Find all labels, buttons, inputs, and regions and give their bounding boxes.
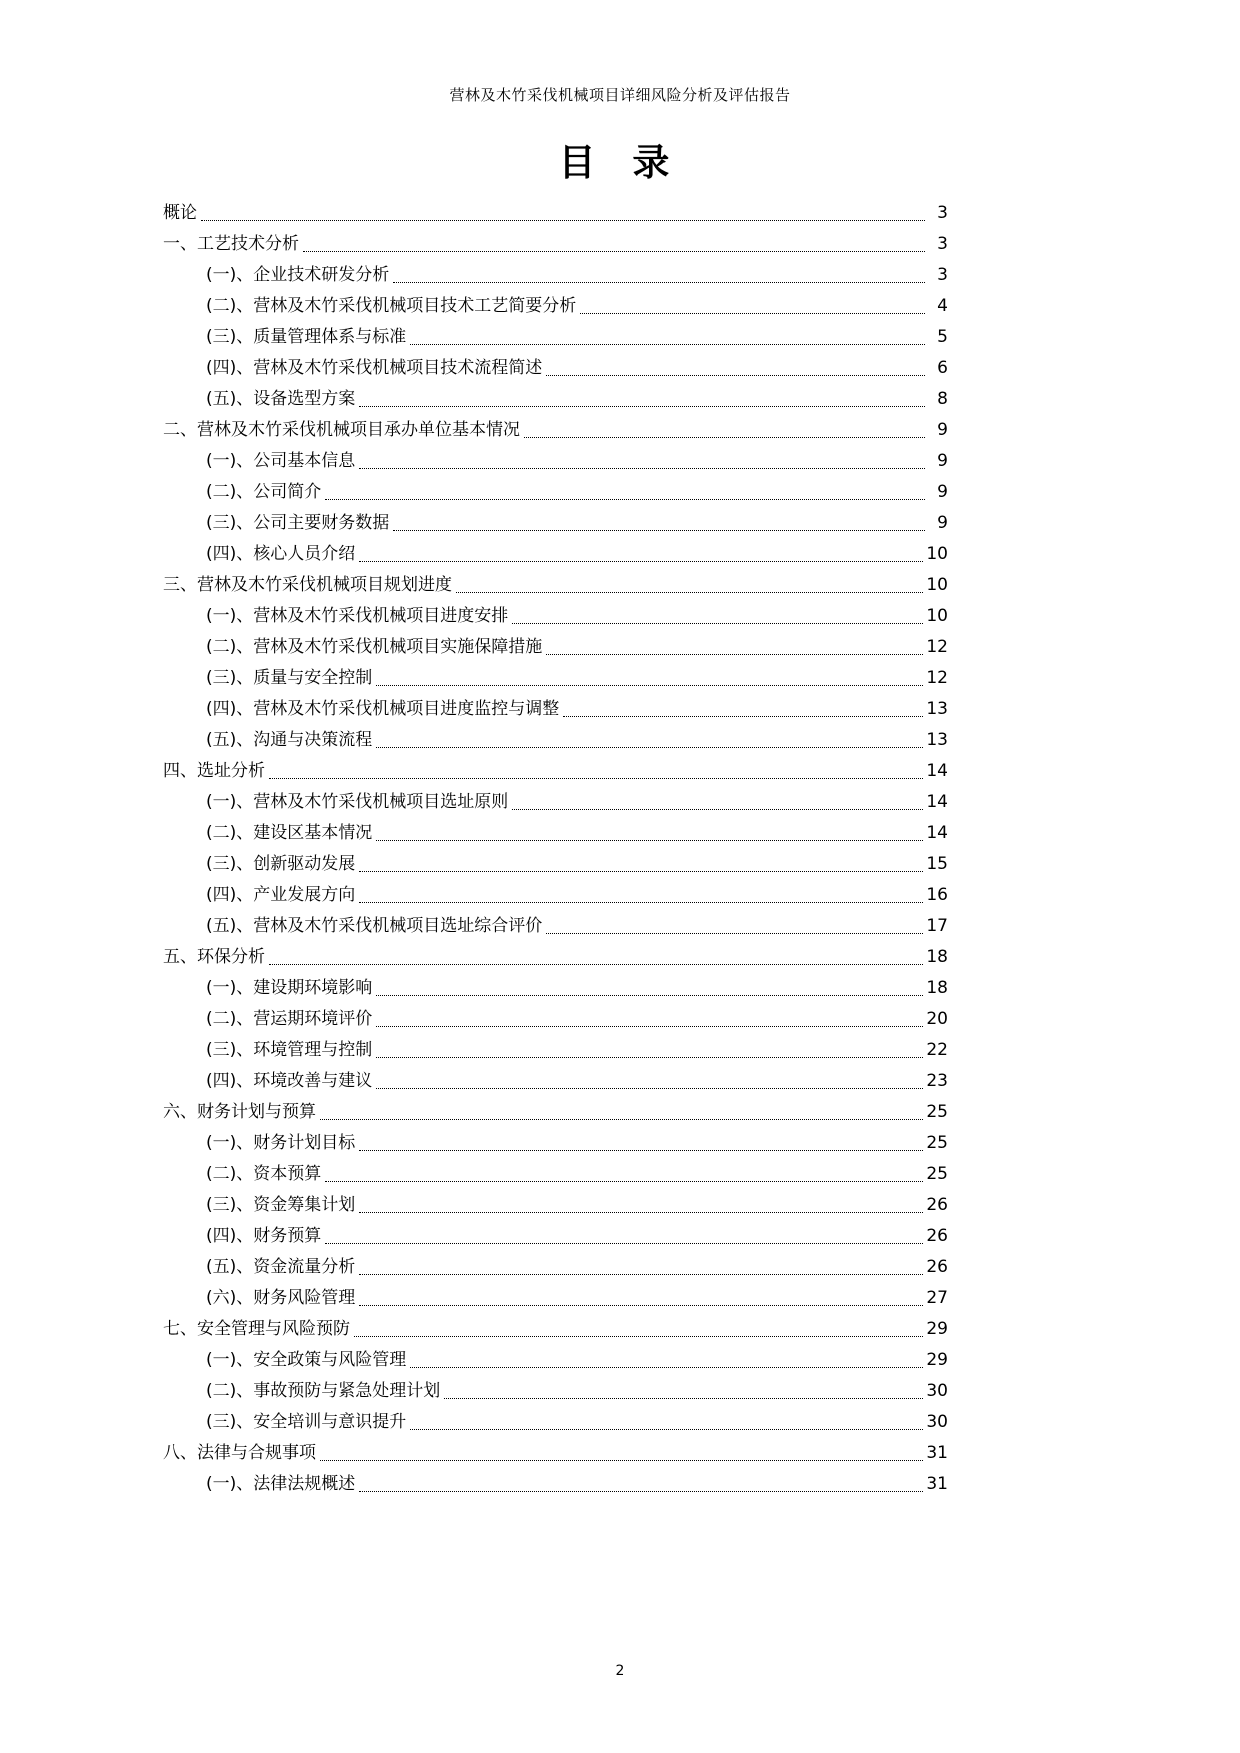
toc-leader-dots — [325, 482, 925, 500]
toc-entry[interactable] — [206, 1246, 948, 1277]
toc-entry[interactable] — [206, 254, 948, 285]
toc-entry-label: (四)、核心人员介绍 — [206, 544, 356, 564]
toc-entry-page-number: 20 — [926, 1009, 948, 1029]
toc-entry[interactable] — [206, 998, 948, 1029]
toc-leader-dots — [512, 792, 923, 810]
toc-entry[interactable] — [206, 595, 948, 626]
toc-leader-dots — [456, 575, 923, 593]
toc-entry-page-number: 9 — [937, 513, 948, 533]
toc-entry[interactable] — [206, 812, 948, 843]
toc-entry[interactable] — [163, 1091, 948, 1122]
toc-entry-label: (一)、营林及木竹采伐机械项目选址原则 — [206, 792, 509, 812]
toc-leader-dots — [325, 1226, 923, 1244]
toc-entry-label: 四、选址分析 — [163, 761, 265, 781]
toc-entry-label: (五)、设备选型方案 — [206, 389, 356, 409]
toc-entry-label: 一、工艺技术分析 — [163, 234, 299, 254]
toc-leader-dots — [269, 761, 923, 779]
toc-entry-page-number: 12 — [926, 668, 948, 688]
toc-entry[interactable] — [163, 750, 948, 781]
toc-leader-dots — [444, 1381, 923, 1399]
toc-entry-label: (二)、营林及木竹采伐机械项目技术工艺简要分析 — [206, 296, 577, 316]
toc-entry-page-number: 13 — [926, 730, 948, 750]
toc-entry-page-number: 25 — [926, 1102, 948, 1122]
toc-entry-label: 二、营林及木竹采伐机械项目承办单位基本情况 — [163, 420, 520, 440]
toc-leader-dots — [376, 823, 923, 841]
toc-entry-page-number: 14 — [926, 823, 948, 843]
toc-entry-label: (三)、公司主要财务数据 — [206, 513, 390, 533]
toc-entry-page-number: 31 — [926, 1443, 948, 1463]
toc-leader-dots — [376, 978, 923, 996]
toc-entry-page-number: 3 — [937, 203, 948, 223]
toc-leader-dots — [376, 730, 923, 748]
toc-entry[interactable] — [206, 1060, 948, 1091]
toc-entry[interactable] — [163, 1308, 948, 1339]
toc-leader-dots — [303, 234, 925, 252]
toc-entry-page-number: 30 — [926, 1381, 948, 1401]
toc-entry[interactable] — [206, 378, 948, 409]
toc-entry[interactable] — [206, 1029, 948, 1060]
toc-leader-dots — [359, 854, 923, 872]
toc-entry[interactable] — [206, 1401, 948, 1432]
toc-entry-page-number: 18 — [926, 978, 948, 998]
toc-entry[interactable] — [206, 781, 948, 812]
toc-entry-label: (二)、建设区基本情况 — [206, 823, 373, 843]
toc-leader-dots — [580, 296, 925, 314]
toc-entry-label: 三、营林及木竹采伐机械项目规划进度 — [163, 575, 452, 595]
toc-entry-page-number: 9 — [937, 482, 948, 502]
toc-leader-dots — [376, 668, 923, 686]
toc-entry-page-number: 26 — [926, 1226, 948, 1246]
toc-entry-page-number: 29 — [926, 1319, 948, 1339]
toc-entry[interactable] — [206, 1370, 948, 1401]
page-number-footer: 2 — [615, 1663, 625, 1679]
toc-entry-page-number: 16 — [926, 885, 948, 905]
toc-leader-dots — [359, 1288, 923, 1306]
toc-entry[interactable] — [163, 192, 948, 223]
toc-entry[interactable] — [206, 626, 948, 657]
toc-entry-label: 七、安全管理与风险预防 — [163, 1319, 350, 1339]
toc-entry[interactable] — [206, 285, 948, 316]
toc-leader-dots — [359, 451, 925, 469]
toc-entry[interactable] — [206, 1339, 948, 1370]
toc-entry-page-number: 9 — [937, 451, 948, 471]
toc-entry-page-number: 5 — [937, 327, 948, 347]
toc-entry-page-number: 10 — [926, 544, 948, 564]
toc-entry-label: (五)、资金流量分析 — [206, 1257, 356, 1277]
toc-entry-label: (三)、质量与安全控制 — [206, 668, 373, 688]
toc-entry-page-number: 6 — [937, 358, 948, 378]
toc-leader-dots — [376, 1009, 923, 1027]
toc-entry-page-number: 26 — [926, 1257, 948, 1277]
toc-leader-dots — [524, 420, 925, 438]
table-of-contents — [163, 192, 948, 1494]
toc-entry-page-number: 14 — [926, 792, 948, 812]
toc-leader-dots — [325, 1164, 923, 1182]
toc-leader-dots — [546, 358, 925, 376]
toc-entry-page-number: 10 — [926, 606, 948, 626]
toc-entry-page-number: 26 — [926, 1195, 948, 1215]
toc-entry-page-number: 12 — [926, 637, 948, 657]
toc-entry-label: (五)、沟通与决策流程 — [206, 730, 373, 750]
toc-entry-label: 六、财务计划与预算 — [163, 1102, 316, 1122]
toc-entry-label: (一)、财务计划目标 — [206, 1133, 356, 1153]
toc-leader-dots — [410, 1350, 923, 1368]
toc-entry-page-number: 3 — [937, 265, 948, 285]
toc-entry-label: (一)、安全政策与风险管理 — [206, 1350, 407, 1370]
toc-entry[interactable] — [206, 1277, 948, 1308]
toc-entry[interactable] — [206, 657, 948, 688]
toc-entry[interactable] — [206, 347, 948, 378]
toc-entry[interactable] — [163, 409, 948, 440]
toc-entry-label: 五、环保分析 — [163, 947, 265, 967]
toc-leader-dots — [410, 1412, 923, 1430]
toc-entry-label: (三)、质量管理体系与标准 — [206, 327, 407, 347]
toc-entry[interactable] — [206, 502, 948, 533]
toc-entry-label: (二)、营林及木竹采伐机械项目实施保障措施 — [206, 637, 543, 657]
toc-leader-dots — [359, 885, 923, 903]
toc-entry-label: (一)、公司基本信息 — [206, 451, 356, 471]
toc-leader-dots — [359, 544, 923, 562]
toc-entry[interactable] — [206, 471, 948, 502]
toc-leader-dots — [546, 637, 923, 655]
toc-entry-label: (二)、公司简介 — [206, 482, 322, 502]
toc-entry-label: (五)、营林及木竹采伐机械项目选址综合评价 — [206, 916, 543, 936]
toc-entry-page-number: 4 — [937, 296, 948, 316]
toc-entry-label: (一)、法律法规概述 — [206, 1474, 356, 1494]
toc-entry-page-number: 25 — [926, 1164, 948, 1184]
toc-entry[interactable] — [206, 967, 948, 998]
toc-entry-page-number: 9 — [937, 420, 948, 440]
toc-entry-page-number: 10 — [926, 575, 948, 595]
toc-entry-page-number: 17 — [926, 916, 948, 936]
toc-leader-dots — [269, 947, 923, 965]
toc-entry-label: (一)、建设期环境影响 — [206, 978, 373, 998]
toc-entry-label: (六)、财务风险管理 — [206, 1288, 356, 1308]
toc-entry-page-number: 15 — [926, 854, 948, 874]
toc-leader-dots — [359, 1474, 923, 1492]
toc-entry[interactable] — [206, 1215, 948, 1246]
toc-leader-dots — [354, 1319, 923, 1337]
toc-leader-dots — [546, 916, 923, 934]
toc-leader-dots — [359, 1257, 923, 1275]
toc-entry-page-number: 23 — [926, 1071, 948, 1091]
toc-entry[interactable] — [206, 533, 948, 564]
toc-entry-label: (四)、环境改善与建议 — [206, 1071, 373, 1091]
toc-entry[interactable] — [206, 719, 948, 750]
toc-entry-page-number: 29 — [926, 1350, 948, 1370]
toc-entry-page-number: 22 — [926, 1040, 948, 1060]
toc-entry-page-number: 8 — [937, 389, 948, 409]
toc-leader-dots — [563, 699, 923, 717]
toc-entry[interactable] — [206, 1122, 948, 1153]
toc-entry[interactable] — [206, 905, 948, 936]
toc-leader-dots — [512, 606, 923, 624]
toc-entry-page-number: 30 — [926, 1412, 948, 1432]
toc-leader-dots — [320, 1102, 923, 1120]
toc-entry[interactable] — [206, 316, 948, 347]
toc-entry[interactable] — [206, 1463, 948, 1494]
toc-leader-dots — [376, 1071, 923, 1089]
toc-entry-page-number: 25 — [926, 1133, 948, 1153]
toc-entry[interactable] — [163, 1432, 948, 1463]
toc-entry-label: (四)、财务预算 — [206, 1226, 322, 1246]
toc-leader-dots — [359, 1133, 923, 1151]
toc-entry[interactable] — [206, 874, 948, 905]
toc-leader-dots — [320, 1443, 923, 1461]
toc-entry-page-number: 27 — [926, 1288, 948, 1308]
running-header: 营林及木竹采伐机械项目详细风险分析及评估报告 — [449, 86, 791, 104]
toc-entry[interactable] — [206, 843, 948, 874]
toc-entry[interactable] — [206, 1153, 948, 1184]
toc-entry-label: (二)、事故预防与紧急处理计划 — [206, 1381, 441, 1401]
toc-leader-dots — [393, 265, 925, 283]
toc-entry-label: (三)、创新驱动发展 — [206, 854, 356, 874]
toc-entry-label: (三)、资金筹集计划 — [206, 1195, 356, 1215]
toc-entry[interactable] — [206, 1184, 948, 1215]
toc-entry-label: (三)、环境管理与控制 — [206, 1040, 373, 1060]
toc-entry-label: (四)、营林及木竹采伐机械项目进度监控与调整 — [206, 699, 560, 719]
toc-entry[interactable] — [206, 688, 948, 719]
toc-leader-dots — [393, 513, 925, 531]
toc-entry-label: (一)、企业技术研发分析 — [206, 265, 390, 285]
toc-leader-dots — [410, 327, 925, 345]
page-title: 目 录 — [558, 140, 682, 184]
toc-entry-label: (三)、安全培训与意识提升 — [206, 1412, 407, 1432]
toc-entry-page-number: 31 — [926, 1474, 948, 1494]
toc-entry[interactable] — [206, 440, 948, 471]
toc-entry-page-number: 3 — [937, 234, 948, 254]
toc-entry-label: (一)、营林及木竹采伐机械项目进度安排 — [206, 606, 509, 626]
toc-entry-label: (二)、营运期环境评价 — [206, 1009, 373, 1029]
toc-entry-page-number: 18 — [926, 947, 948, 967]
toc-leader-dots — [376, 1040, 923, 1058]
toc-entry-page-number: 13 — [926, 699, 948, 719]
toc-entry-label: 概论 — [163, 203, 197, 223]
toc-entry-label: (二)、资本预算 — [206, 1164, 322, 1184]
toc-leader-dots — [359, 1195, 923, 1213]
toc-entry-page-number: 14 — [926, 761, 948, 781]
toc-entry-label: (四)、产业发展方向 — [206, 885, 356, 905]
toc-entry[interactable] — [163, 223, 948, 254]
toc-entry-label: (四)、营林及木竹采伐机械项目技术流程简述 — [206, 358, 543, 378]
toc-entry[interactable] — [163, 564, 948, 595]
toc-leader-dots — [201, 203, 925, 221]
toc-leader-dots — [359, 389, 925, 407]
toc-entry-label: 八、法律与合规事项 — [163, 1443, 316, 1463]
toc-entry[interactable] — [163, 936, 948, 967]
